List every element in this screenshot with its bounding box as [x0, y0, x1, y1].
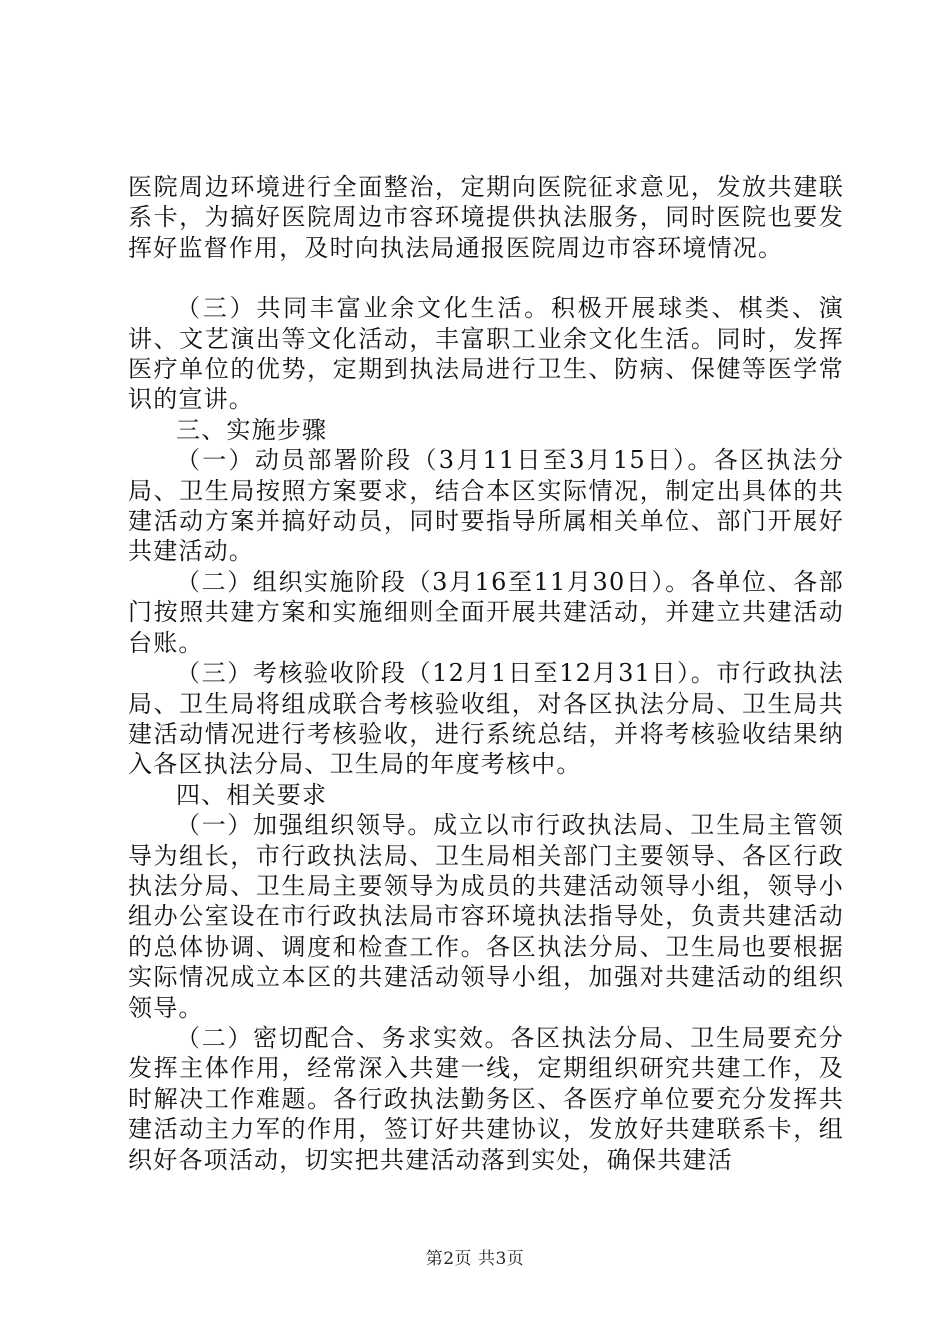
paragraph-step-mobilization: （一）动员部署阶段（3月11日至3月15日）。各区执法分局、卫生局按照方案要求，结合本区实际情况，制定出具体的共建活动方案并搞好动员，同时要指导所属相关单位、部门开展好共建活动。	[128, 446, 844, 566]
paragraph-culture-activities: （三）共同丰富业余文化生活。积极开展球类、棋类、演讲、文艺演出等文化活动，丰富职工业余文化生活。同时，发挥医疗单位的优势，定期到执法局进行卫生、防病、保健等医学常识的宣讲。	[128, 294, 844, 414]
paragraph-continuation: 医院周边环境进行全面整治，定期向医院征求意见，发放共建联系卡，为搞好医院周边市容环境提供执法服务，同时医院也要发挥好监督作用，及时向执法局通报医院周边市容环境情况。	[128, 173, 844, 262]
paragraph-requirement-cooperation: （二）密切配合、务求实效。各区执法分局、卫生局要充分发挥主体作用，经常深入共建一线，定期组织研究共建工作，及时解决工作难题。各行政执法勤务区、各医疗单位要充分发挥共建活动主力军的作用，签订好共建协议，发放好共建联系卡，组织好各项活动，切实把共建活动落到实处，确保共建活	[128, 1023, 844, 1174]
section-heading-implementation-steps: 三、实施步骤	[176, 415, 328, 444]
page-number-indicator: 第2页 共3页	[425, 1249, 525, 1269]
page-footer	[0, 1244, 950, 1269]
paragraph-requirement-leadership: （一）加强组织领导。成立以市行政执法局、卫生局主管领导为组长，市行政执法局、卫生局相关部门主要领导、各区行政执法分局、卫生局主要领导为成员的共建活动领导小组，领导小组办公室设在市行政执法局市容环境执法指导处，负责共建活动的总体协调、调度和检查工作。各区执法分局、卫生局也要根据实际情况成立本区的共建活动领导小组，加强对共建活动的组织领导。	[128, 811, 844, 1022]
section-heading-requirements: 四、相关要求	[176, 780, 328, 809]
paragraph-step-assessment: （三）考核验收阶段（12月1日至12月31日）。市行政执法局、卫生局将组成联合考核验收组，对各区执法分局、卫生局共建活动情况进行考核验收，进行系统总结，并将考核验收结果纳入各区执法分局、卫生局的年度考核中。	[128, 659, 844, 779]
paragraph-step-implementation: （二）组织实施阶段（3月16至11月30日）。各单位、各部门按照共建方案和实施细则全面开展共建活动，并建立共建活动台账。	[128, 567, 844, 657]
document-body	[128, 172, 844, 1175]
